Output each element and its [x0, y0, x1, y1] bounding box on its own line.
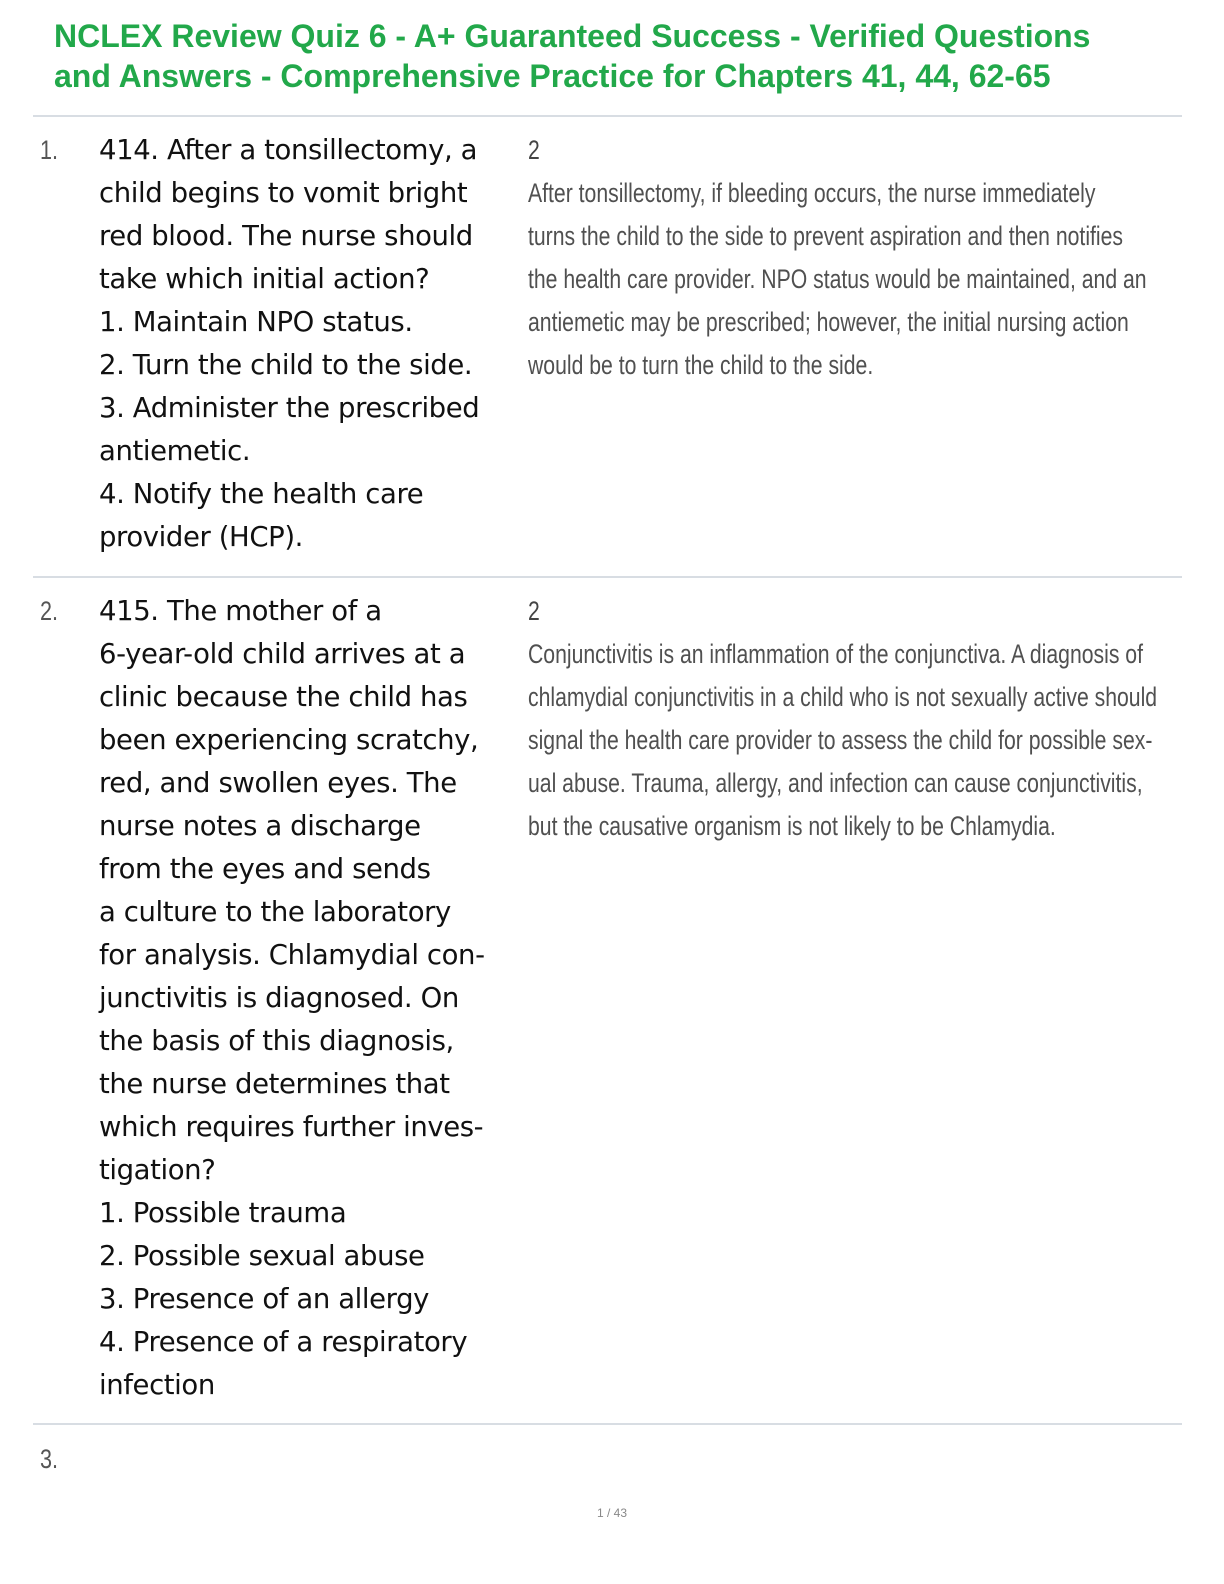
question-text [99, 590, 524, 1407]
title-line-1: NCLEX Review Quiz 6 - A+ Guaranteed Success - Verified Questions [54, 18, 1091, 54]
question-line: 415. The mother of a [99, 595, 382, 627]
question-line: the basis of this diagnosis, [99, 1025, 454, 1057]
page-title [54, 16, 1219, 96]
question-line: the nurse determines that [99, 1068, 450, 1100]
option-line: 4. Presence of a respiratory [99, 1326, 468, 1358]
page-indicator: 1 / 43 [596, 1506, 628, 1520]
question-line: tigation? [99, 1154, 216, 1186]
divider [33, 1423, 1182, 1425]
option-line: 2. Possible sexual abuse [99, 1240, 425, 1272]
question-line: child begins to vomit bright [99, 177, 468, 209]
question-line: from the eyes and sends [99, 853, 431, 885]
answer-key: 2 [528, 596, 540, 626]
question-line: junctivitis is diagnosed. On [99, 982, 459, 1014]
question-line: for analysis. Chlamydial con- [99, 939, 485, 971]
option-line: provider (HCP). [99, 521, 303, 553]
item-number: 3. [40, 1444, 59, 1474]
question-line: red, and swollen eyes. The [99, 767, 457, 799]
rationale-line: the health care provider. NPO status would be maintained, and an [528, 264, 1147, 294]
option-line: 3. Administer the prescribed [99, 392, 480, 424]
rationale-line: Conjunctivitis is an inflammation of the conjunctiva. A diagnosis of [528, 639, 1143, 669]
question-line: clinic because the child has [99, 681, 468, 713]
rationale-line: would be to turn the child to the side. [528, 350, 874, 380]
option-line: antiemetic. [99, 435, 251, 467]
title-line-2: and Answers - Comprehensive Practice for Chapters 41, 44, 62-65 [54, 58, 1051, 94]
question-line: 414. After a tonsillectomy, a [99, 134, 478, 166]
option-line: 1. Maintain NPO status. [99, 306, 413, 338]
question-line: take which initial action? [99, 263, 430, 295]
answer-text [528, 590, 1156, 848]
rationale-line: signal the health care provider to assess the child for possible sex- [528, 725, 1153, 755]
answer-text [528, 129, 1156, 387]
option-line: 4. Notify the health care [99, 478, 424, 510]
item-number: 2. [40, 596, 59, 626]
question-line: nurse notes a discharge [99, 810, 421, 842]
rationale-line: chlamydial conjunctivitis in a child who is not sexually active should [528, 682, 1158, 712]
question-line: 6-year-old child arrives at a [99, 638, 466, 670]
rationale-line: ual abuse. Trauma, allergy, and infection can cause conjunctivitis, [528, 768, 1143, 798]
option-line: infection [99, 1369, 215, 1401]
question-line: which requires further inves- [99, 1111, 484, 1143]
item-number: 1. [40, 135, 59, 165]
rationale-line: turns the child to the side to prevent aspiration and then notifies [528, 221, 1124, 251]
question-line: a culture to the laboratory [99, 896, 451, 928]
divider [33, 115, 1182, 117]
option-line: 1. Possible trauma [99, 1197, 347, 1229]
divider [33, 576, 1182, 578]
answer-key: 2 [528, 135, 540, 165]
option-line: 2. Turn the child to the side. [99, 349, 473, 381]
rationale-line: but the causative organism is not likely to be Chlamydia. [528, 811, 1056, 841]
option-line: 3. Presence of an allergy [99, 1283, 430, 1315]
question-line: been experiencing scratchy, [99, 724, 479, 756]
rationale-line: antiemetic may be prescribed; however, the initial nursing action [528, 307, 1129, 337]
question-line: red blood. The nurse should [99, 220, 473, 252]
rationale-line: After tonsillectomy, if bleeding occurs, the nurse immediately [528, 178, 1096, 208]
question-text [99, 129, 524, 559]
